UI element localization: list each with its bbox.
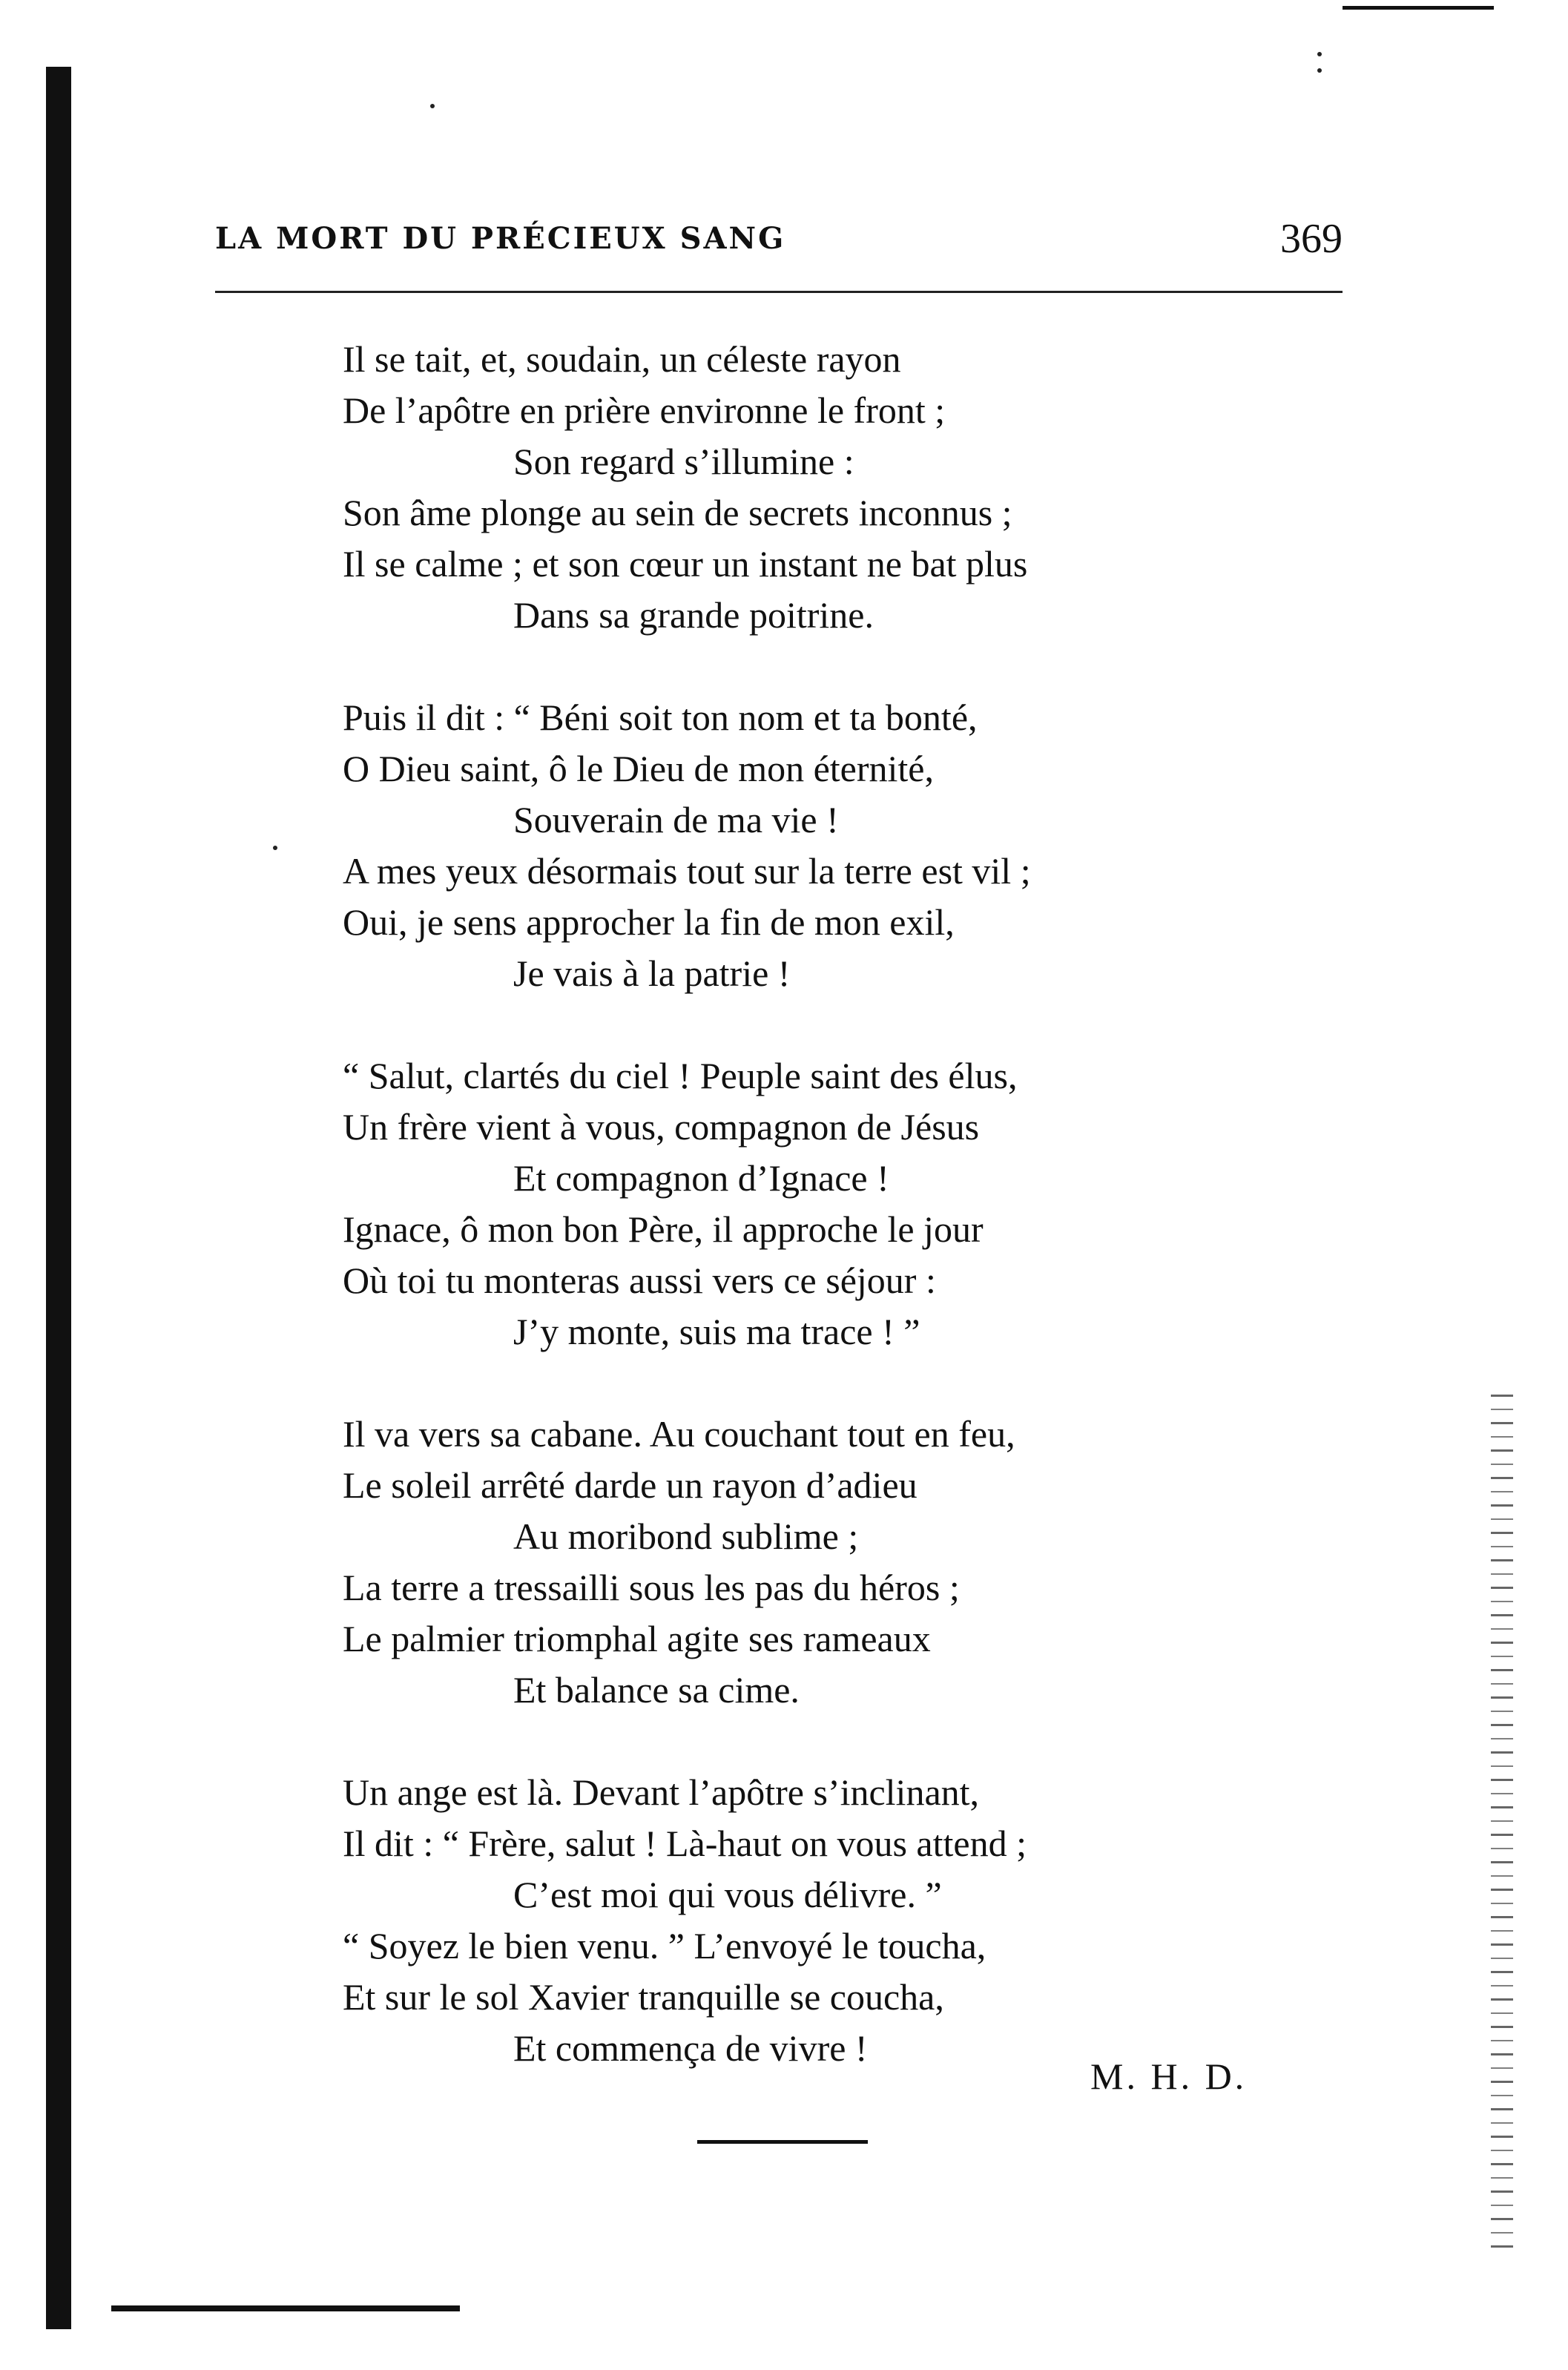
stanza: [343, 692, 1307, 999]
stanza: [343, 1409, 1307, 1716]
verse-line: Un frère vient à vous, compagnon de Jésus: [343, 1106, 980, 1148]
verse-line: De l’apôtre en prière environne le front ;: [343, 389, 946, 431]
verse-line: La terre a tressailli sous les pas du héros ;: [343, 1567, 960, 1608]
binding-shadow: [46, 67, 71, 2329]
verse-line: Dans sa grande poitrine.: [513, 594, 874, 636]
verse-line: Il dit : “ Frère, salut ! Là-haut on vous attend ;: [343, 1823, 1027, 1864]
verse-line: Ignace, ô mon bon Père, il approche le jour: [343, 1208, 984, 1250]
verse-line: Souverain de ma vie !: [513, 799, 839, 840]
verse-line: Le palmier triomphal agite ses rameaux: [343, 1618, 931, 1659]
verse-line: C’est moi qui vous délivre. ”: [513, 1874, 942, 1915]
header-rule: [215, 291, 1343, 293]
verse-line: “ Soyez le bien venu. ” L’envoyé le toucha,: [343, 1925, 986, 1966]
poem: [343, 334, 1307, 2125]
verse-line: Et compagnon d’Ignace !: [513, 1157, 889, 1199]
verse-line: A mes yeux désormais tout sur la terre est vil ;: [343, 850, 1031, 892]
verse-line: Il se calme ; et son cœur un instant ne bat plus: [343, 543, 1028, 585]
verse-line: Je vais à la patrie !: [513, 952, 791, 994]
verse-line: “ Salut, clartés du ciel ! Peuple saint des élus,: [343, 1055, 1018, 1096]
end-rule: [697, 2140, 868, 2144]
scan-edge-mark: [1343, 6, 1494, 10]
verse-line: Il se tait, et, soudain, un céleste rayon: [343, 338, 901, 380]
verse-line: Puis il dit : “ Béni soit ton nom et ta bonté,: [343, 697, 978, 738]
verse-line: J’y monte, suis ma trace ! ”: [513, 1311, 920, 1352]
verse-line: Son âme plonge au sein de secrets inconnus ;: [343, 492, 1012, 533]
verse-line: Et balance sa cime.: [513, 1669, 800, 1711]
author-signature: M. H. D.: [1090, 2055, 1248, 2097]
verse-line: Oui, je sens approcher la fin de mon exil,: [343, 901, 955, 943]
verse-line: Un ange est là. Devant l’apôtre s’inclinant,: [343, 1771, 980, 1813]
scan-speck: [1317, 52, 1322, 56]
page-number: 369: [1280, 216, 1343, 262]
stanza: [343, 334, 1307, 641]
verse-line: Et sur le sol Xavier tranquille se coucha,: [343, 1976, 944, 2018]
scan-edge-noise: [1491, 1395, 1513, 2248]
verse-line: Et commença de vivre !: [513, 2027, 868, 2069]
verse-line: Au moribond sublime ;: [513, 1515, 859, 1557]
verse-line: Le soleil arrêté darde un rayon d’adieu: [343, 1464, 918, 1506]
scan-speck: [1317, 68, 1322, 73]
running-head: [215, 215, 1343, 267]
verse-line: Il va vers sa cabane. Au couchant tout en feu,: [343, 1413, 1015, 1455]
stanza: [343, 1050, 1307, 1357]
running-title: LA MORT DU PRÉCIEUX SANG: [215, 221, 786, 256]
binding-shadow-bottom: [111, 2305, 460, 2311]
scan-speck: [430, 104, 435, 108]
scan-speck: [273, 846, 277, 850]
verse-line: O Dieu saint, ô le Dieu de mon éternité,: [343, 748, 934, 789]
verse-line: Son regard s’illumine :: [513, 441, 854, 482]
stanza: [343, 1767, 1307, 2074]
verse-line: Où toi tu monteras aussi vers ce séjour :: [343, 1260, 936, 1301]
